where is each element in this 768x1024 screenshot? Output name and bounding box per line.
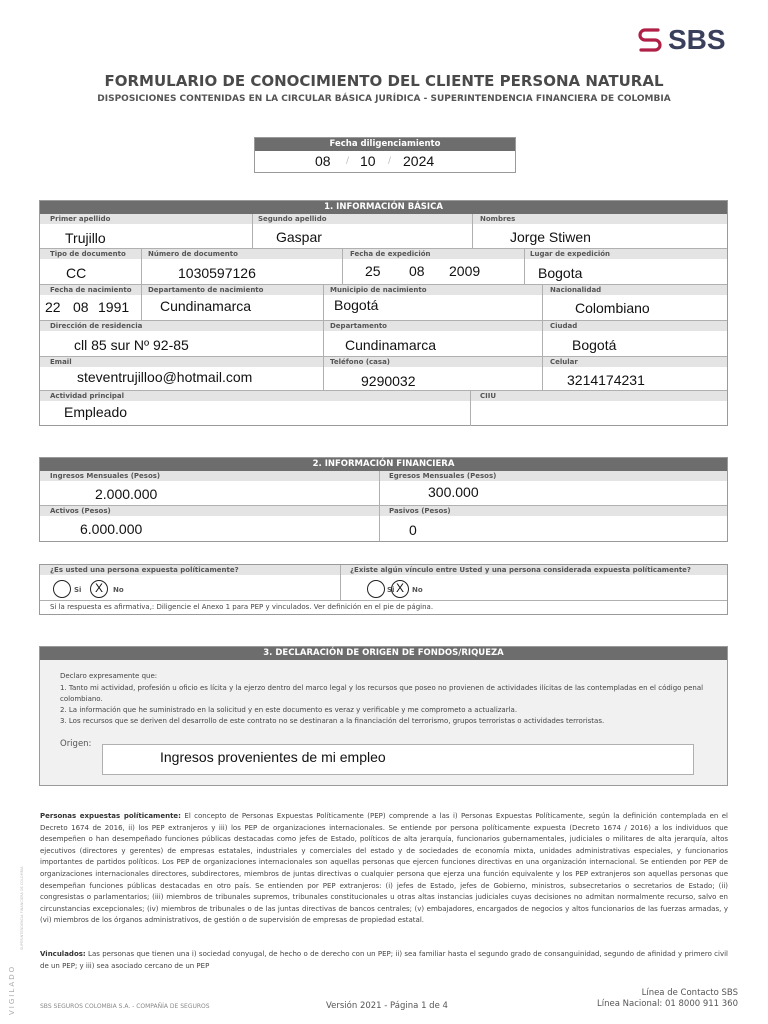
ciudad-label: Ciudad xyxy=(550,322,578,330)
fecha-expedicion-label: Fecha de expedición xyxy=(350,250,431,258)
pep-q2-no-radio[interactable]: X xyxy=(391,580,409,598)
departamento-field[interactable]: Cundinamarca xyxy=(345,337,437,353)
version-info: Versión 2021 - Página 1 de 4 xyxy=(326,1001,448,1011)
lugar-expedicion-label: Lugar de expedición xyxy=(530,250,611,258)
direccion-label: Dirección de residencia xyxy=(50,322,143,330)
vinculados-term: Vinculados: xyxy=(40,950,86,958)
declaracion-item-2: 2. La información que he suministrado en la solicitud y en este documento es veraz y verificable y me comprometo a actualizarla. xyxy=(60,706,518,714)
fecha-sep-1: / xyxy=(346,156,350,166)
ingresos-field[interactable]: 2.000.000 xyxy=(95,486,158,502)
segundo-apellido-label: Segundo apellido xyxy=(258,215,327,223)
tipo-documento-field[interactable]: CC xyxy=(66,265,87,281)
info-basica-title: 1. INFORMACIÓN BÁSICA xyxy=(40,201,727,214)
celular-field[interactable]: 3214174231 xyxy=(567,372,645,388)
origen-field[interactable]: Ingresos provenientes de mi empleo xyxy=(160,749,386,765)
pep-q2-si-label: Si xyxy=(387,586,395,594)
pep-definition xyxy=(40,811,728,927)
pep-q1-si-label: Si xyxy=(74,586,82,594)
pep-q1-no-label: No xyxy=(113,586,124,594)
numero-documento-field[interactable]: 1030597126 xyxy=(178,265,256,281)
fecha-expedicion-year[interactable]: 2009 xyxy=(449,263,481,279)
fecha-expedicion-month[interactable]: 08 xyxy=(409,263,425,279)
sbs-logo-text: SBS xyxy=(668,24,726,55)
segundo-apellido-field[interactable]: Gaspar xyxy=(276,229,322,245)
numero-documento-label: Número de documento xyxy=(148,250,238,258)
pep-question-1: ¿Es usted una persona expuesta políticamente? xyxy=(50,566,239,574)
declaracion-intro: Declaro expresamente que: xyxy=(60,672,158,680)
departamento-label: Departamento xyxy=(330,322,387,330)
activos-label: Activos (Pesos) xyxy=(50,507,111,515)
fecha-diligenciamiento-box xyxy=(254,137,516,173)
fecha-month[interactable]: 10 xyxy=(360,153,376,169)
telefono-label: Teléfono (casa) xyxy=(330,358,390,366)
fecha-expedicion-day[interactable]: 25 xyxy=(365,263,381,279)
sbs-logo-icon xyxy=(636,25,664,55)
contact-line: Línea Nacional: 01 8000 911 360 xyxy=(597,999,738,1009)
ingresos-label: Ingresos Mensuales (Pesos) xyxy=(50,472,161,480)
form-title: FORMULARIO DE CONOCIMIENTO DEL CLIENTE PERSONA NATURAL xyxy=(104,72,664,90)
municipio-nacimiento-field[interactable]: Bogotá xyxy=(334,297,379,313)
pep-question-2: ¿Existe algún vínculo entre Usted y una persona considerada expuesta políticamente? xyxy=(350,566,691,574)
declaracion-item-3: 3. Los recursos que se deriven del desarrollo de este contrato no se destinaran a la financiación del terrorismo, grupos terroristas o actividades terroristas. xyxy=(60,717,605,725)
vigilado-stamp: VIGILADO xyxy=(8,964,16,1015)
primer-apellido-label: Primer apellido xyxy=(50,215,111,223)
fecha-nacimiento-day[interactable]: 22 xyxy=(45,299,61,315)
fecha-sep-2: / xyxy=(388,156,392,166)
activos-field[interactable]: 6.000.000 xyxy=(80,521,143,537)
pasivos-field[interactable]: 0 xyxy=(409,522,417,538)
direccion-field[interactable]: cll 85 sur Nº 92-85 xyxy=(74,337,189,353)
pep-section xyxy=(39,564,728,615)
vinculados-text: Las personas que tienen una i) sociedad conyugal, de hecho o de derecho con un PEP; ii) sea familiar hasta el segundo grado de consanguinidad, segundo de afinidad y primero civil de un PEP; y iii) sea asociado cercano de un PEP xyxy=(40,950,728,970)
ciiu-label: CIIU xyxy=(480,392,497,400)
nacionalidad-field[interactable]: Colombiano xyxy=(575,300,650,316)
declaracion-item-1: 1. Tanto mi actividad, profesión u oficio es lícita y la ejerzo dentro del marco legal y los recursos que poseo no provienen de actividades ilícitas de las contempladas en el código penal colombiano. xyxy=(60,684,704,703)
origen-label: Origen: xyxy=(60,739,92,749)
info-basica-section xyxy=(39,200,728,426)
pep-definition-text: El concepto de Personas Expuestas Políticamente (PEP) comprende a las i) Personas Expuestas Políticamente, según la definición contemplada en el Decreto 1674 de 2016, ii) los PEP extranjeros y iii) los PEP de organizaciones internacionales. Se entiende por persona políticamente expuesta (Decreto 1674 / 2016) a los individuos que desempeñen o han desempeñado funciones públicas destacadas como jefes de Estado, políticos de alta jerarquía, funcionarios gubernamentales, judiciales o militares de alta jerarquía, altos ejecutivos (directores y gerentes) de empresas estatales, industriales y comerciales del estado y de sociedades de economía mixta, unidades administrativas especiales, y funcionarios importantes de partidos políticos. Los PEP de organizaciones internacionales son aquellas personas que ejercen funciones directivas en una organización internacional. Se entienden por PEP de organizaciones internacionales directores, subdirectores, miembros de juntas directivas o cualquier persona que ejerza una función equivalente y los PEP extranjeros son aquellas personas que desempeñan funciones públicas destacadas en otro país. Se entienden por PEP extranjeros: (i) jefes de Estado, jefes de Gobierno, ministros, subsecretarios o secretarios de Estado; (ii) congresistas o parlamentarios; (iii) miembros de tribunales supremos, tribunales constitucionales u otras altas instancias judiciales cuyas decisiones no admitan normalmente recurso, salvo en circunstancias excepcionales; (iv) miembros de tribunales o de las juntas directivas de bancos centrales; (v) embajadores, encargados de negocios y altos funcionarios de las fuerzas armadas, y (vi) miembros de los órganos administrativos, de gestión o de supervisión de empresas de propiedad estatal. xyxy=(40,812,728,925)
telefono-field[interactable]: 9290032 xyxy=(361,373,416,389)
pep-q2-si-radio[interactable] xyxy=(367,580,385,598)
fecha-nacimiento-month[interactable]: 08 xyxy=(73,299,89,315)
pep-q1-si-radio[interactable] xyxy=(53,580,71,598)
fecha-year[interactable]: 2024 xyxy=(403,153,435,169)
egresos-label: Egresos Mensuales (Pesos) xyxy=(389,472,497,480)
info-financiera-title: 2. INFORMACIÓN FINANCIERA xyxy=(40,458,727,471)
declaracion-section xyxy=(39,646,728,786)
municipio-nacimiento-label: Municipio de nacimiento xyxy=(330,286,427,294)
primer-apellido-field[interactable]: Trujillo xyxy=(65,230,106,246)
email-label: Email xyxy=(50,358,72,366)
pep-note: Si la respuesta es afirmativa,: Diligencie el Anexo 1 para PEP y vinculados. Ver definición en el pie de página. xyxy=(50,603,434,611)
pasivos-label: Pasivos (Pesos) xyxy=(389,507,451,515)
declaracion-title: 3. DECLARACIÓN DE ORIGEN DE FONDOS/RIQUEZA xyxy=(40,647,727,660)
sbs-logo xyxy=(636,24,726,56)
ciudad-field[interactable]: Bogotá xyxy=(572,337,617,353)
fecha-diligenciamiento-label: Fecha diligenciamiento xyxy=(255,138,515,151)
nombres-label: Nombres xyxy=(480,215,516,223)
vinculados-definition xyxy=(40,949,728,972)
egresos-field[interactable]: 300.000 xyxy=(428,484,479,500)
nacionalidad-label: Nacionalidad xyxy=(550,286,602,294)
nombres-field[interactable]: Jorge Stiwen xyxy=(510,229,591,245)
superintendencia-stamp: SUPERINTENDENCIA FINANCIERA DE COLOMBIA xyxy=(20,866,24,950)
contact-title: Línea de Contacto SBS xyxy=(641,988,738,998)
fecha-nacimiento-year[interactable]: 1991 xyxy=(98,299,130,315)
actividad-field[interactable]: Empleado xyxy=(64,404,128,420)
company-name: SBS SEGUROS COLOMBIA S.A. - COMPAÑÍA DE SEGUROS xyxy=(40,1003,210,1010)
form-subtitle: DISPOSICIONES CONTENIDAS EN LA CIRCULAR BÁSICA JURÍDICA - SUPERINTENDENCIA FINANCIERA DE COLOMBIA xyxy=(97,94,671,104)
contact-info xyxy=(597,988,738,1010)
pep-q1-no-radio[interactable]: X xyxy=(90,580,108,598)
fecha-nacimiento-label: Fecha de nacimiento xyxy=(50,286,132,294)
origen-field-box[interactable] xyxy=(102,744,694,775)
info-financiera-section xyxy=(39,457,728,542)
email-field[interactable]: steventrujilloo@hotmail.com xyxy=(77,369,253,385)
lugar-expedicion-field[interactable]: Bogota xyxy=(538,265,583,281)
celular-label: Celular xyxy=(550,358,578,366)
departamento-nacimiento-field[interactable]: Cundinamarca xyxy=(160,298,252,314)
actividad-label: Actividad principal xyxy=(50,392,124,400)
tipo-documento-label: Tipo de documento xyxy=(50,250,126,258)
pep-definition-term: Personas expuestas políticamente: xyxy=(40,812,181,820)
pep-q2-no-label: No xyxy=(412,586,423,594)
departamento-nacimiento-label: Departamento de nacimiento xyxy=(148,286,264,294)
fecha-day[interactable]: 08 xyxy=(315,153,331,169)
